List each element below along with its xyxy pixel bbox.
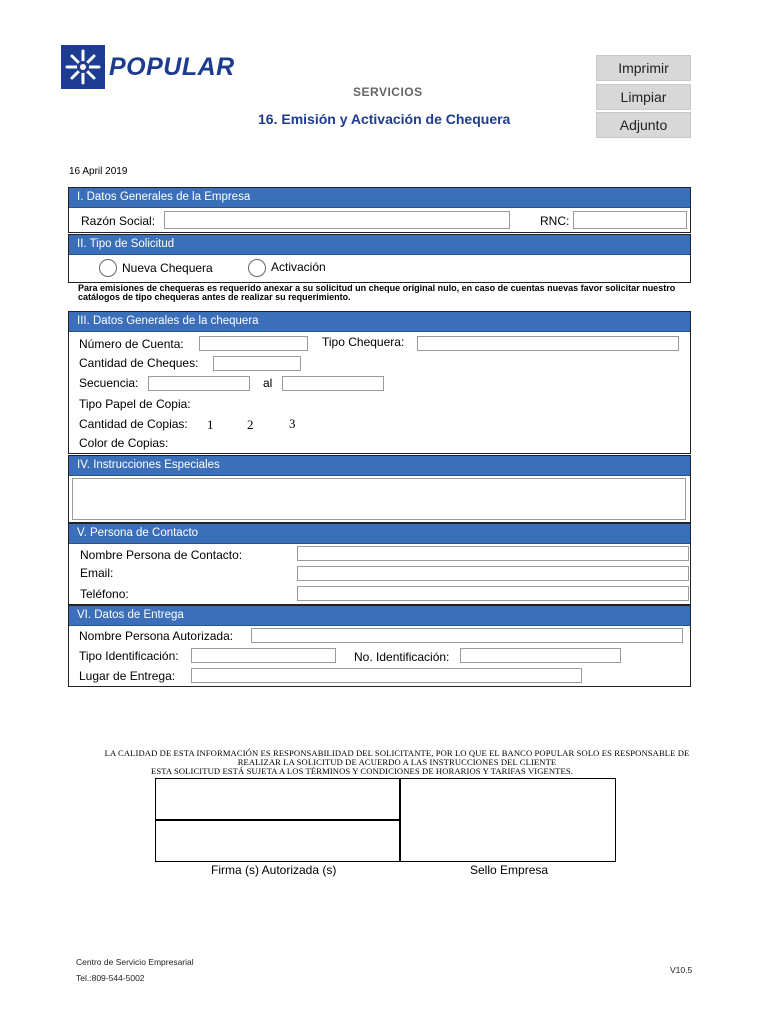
contact-phone-label: Teléfono: [80, 587, 129, 601]
logo-icon [61, 45, 105, 89]
account-number-label: Número de Cuenta: [79, 337, 184, 351]
activation-radio[interactable] [248, 259, 266, 277]
id-number-label: No. Identificación: [354, 650, 450, 664]
copy-paper-type-label: Tipo Papel de Copia: [79, 397, 191, 411]
new-checkbook-radio[interactable] [99, 259, 117, 277]
check-quantity-label: Cantidad de Cheques: [79, 356, 199, 370]
rnc-field[interactable] [573, 211, 687, 229]
section-label: SERVICIOS [353, 85, 423, 99]
delivery-section [68, 605, 691, 687]
attach-button[interactable]: Adjunto [596, 112, 691, 138]
copy-quantity-option-2[interactable]: 2 [247, 417, 254, 432]
page-title: 16. Emisión y Activación de Chequera [258, 111, 511, 127]
id-type-label: Tipo Identificación: [79, 649, 179, 663]
signature-box-1[interactable] [155, 778, 400, 820]
sequence-to-label: al [263, 376, 273, 390]
form-date: 16 April 2019 [69, 166, 128, 177]
signature-caption: Firma (s) Autorizada (s) [211, 863, 337, 877]
contact-phone-field[interactable] [297, 586, 689, 601]
company-section-heading: I. Datos Generales de la Empresa [69, 188, 690, 208]
copy-color-label: Color de Copias: [79, 436, 169, 450]
check-quantity-field[interactable] [213, 356, 301, 371]
request-note: Para emisiones de chequeras es requerido anexar a su solicitud un cheque original nulo, en caso de cuentas nuevas favor solicitar nuestro catálogos de tipo chequeras antes de realizar su requerimiento. [78, 283, 676, 302]
rnc-label: RNC: [540, 214, 570, 228]
contact-section [68, 523, 691, 605]
account-number-field[interactable] [199, 336, 308, 351]
print-button[interactable]: Imprimir [596, 55, 691, 81]
contact-name-field[interactable] [297, 546, 689, 561]
stamp-caption: Sello Empresa [470, 863, 549, 877]
contact-email-field[interactable] [297, 566, 689, 581]
disclaimer-line-2: REALIZAR LA SOLICITUD DE ACUERDO A LAS INSTRUCCIONES DEL CLIENTE [237, 757, 557, 767]
razon-social-field[interactable] [164, 211, 510, 229]
sequence-from-field[interactable] [148, 376, 250, 391]
id-type-field[interactable] [191, 648, 336, 663]
delivery-section-heading: VI. Datos de Entrega [69, 606, 690, 626]
clear-button[interactable]: Limpiar [596, 84, 691, 110]
disclaimer [70, 749, 724, 776]
disclaimer-line-1: LA CALIDAD DE ESTA INFORMACIÓN ES RESPONSABILIDAD DEL SOLICITANTE, POR LO QUE EL BANCO POPULAR SOLO ES RESPONSABLE DE [104, 748, 690, 758]
delivery-place-field[interactable] [191, 668, 582, 683]
sequence-label: Secuencia: [79, 376, 139, 390]
copy-quantity-option-1[interactable]: 1 [207, 417, 214, 432]
checkbook-type-field[interactable] [417, 336, 679, 351]
request-type-section [68, 234, 691, 283]
new-checkbook-label: Nueva Chequera [122, 261, 213, 275]
delivery-place-label: Lugar de Entrega: [79, 669, 176, 683]
disclaimer-line-3: ESTA SOLICITUD ESTÁ SUJETA A LOS TÉRMINOS Y CONDICIONES DE HORARIOS Y TARIFAS VIGENTES. [150, 766, 574, 776]
checkbook-type-label: Tipo Chequera: [322, 335, 405, 349]
copy-quantity-label: Cantidad de Copias: [79, 417, 188, 431]
signature-box-2[interactable] [155, 820, 400, 862]
company-section [68, 187, 691, 233]
authorized-person-label: Nombre Persona Autorizada: [79, 629, 234, 643]
checkbook-section [68, 311, 691, 454]
footer-version: V10.5 [670, 965, 693, 975]
instructions-textarea[interactable] [72, 478, 686, 520]
contact-email-label: Email: [80, 566, 114, 580]
instructions-section-heading: IV. Instrucciones Especiales [69, 456, 690, 476]
contact-name-label: Nombre Persona de Contacto: [80, 548, 243, 562]
instructions-section [68, 455, 691, 523]
activation-label: Activación [271, 260, 326, 274]
footer-phone: Tel.:809-544-5002 [76, 973, 145, 983]
razon-social-label: Razón Social: [81, 214, 156, 228]
request-type-section-heading: II. Tipo de Solicitud [69, 235, 690, 255]
logo-wordmark: POPULAR [109, 53, 235, 81]
copy-quantity-option-3[interactable]: 3 [289, 416, 296, 431]
contact-section-heading: V. Persona de Contacto [69, 524, 690, 544]
authorized-person-field[interactable] [251, 628, 683, 643]
stamp-box[interactable] [400, 778, 616, 862]
footer-center-name: Centro de Servicio Empresarial [76, 957, 194, 967]
checkbook-section-heading: III. Datos Generales de la chequera [69, 312, 690, 332]
id-number-field[interactable] [460, 648, 621, 663]
sequence-to-field[interactable] [282, 376, 384, 391]
